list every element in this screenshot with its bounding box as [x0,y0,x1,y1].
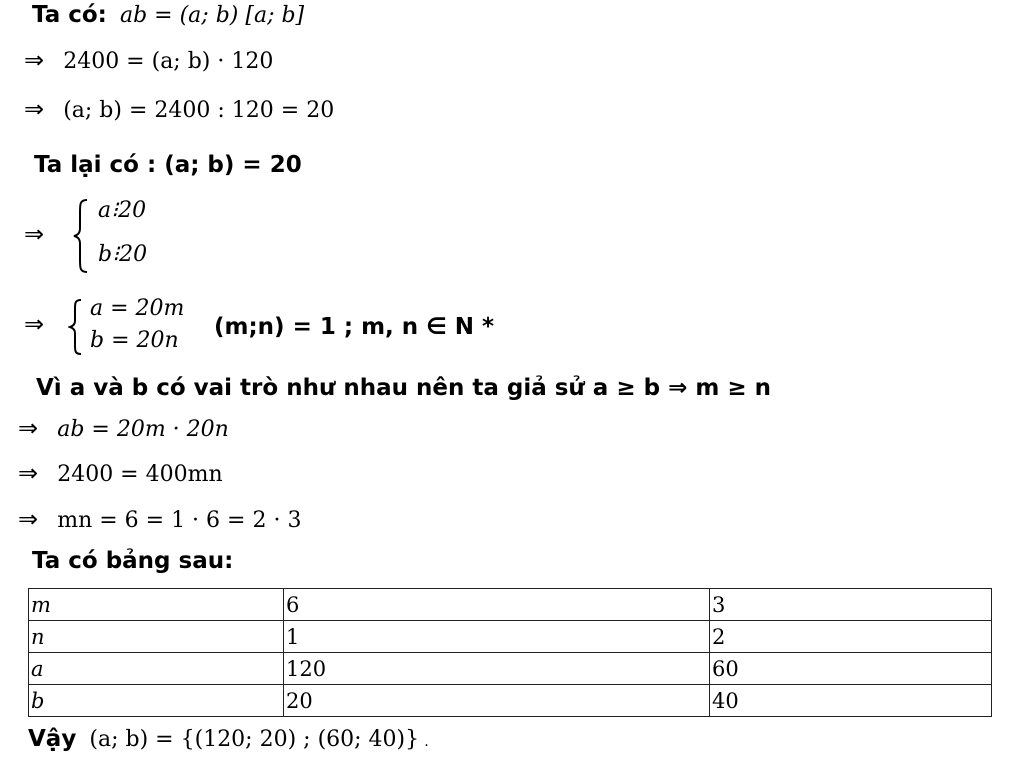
left-brace-icon [72,198,90,274]
line-8 [18,459,223,487]
implies-icon: ⇒ [24,46,45,74]
table-cell-var: n [29,621,284,653]
final-period: . [424,734,429,750]
table-cell-var: b [29,685,284,717]
line-assumption: Vì a và b có vai trò như nhau nên ta giả sử a ≥ b ⇒ m ≥ n [36,375,771,401]
conclusion-line [28,726,429,752]
table-cell-v1: 1 [284,621,710,653]
table-cell-v1: 120 [284,653,710,685]
table-row [29,653,992,685]
math-final-answer: (a; b) = {(120; 20) ; (60; 40)} [89,727,420,752]
line-2 [24,46,273,74]
implies-icon: ⇒ [18,505,39,533]
line-7 [18,414,229,442]
implies-icon: ⇒ [24,220,45,248]
math-mn-factors: mn = 6 = 1 · 6 = 2 · 3 [57,508,302,533]
line-4: Ta lại có : (a; b) = 20 [34,152,302,178]
table-cell-var: a [29,653,284,685]
math-2400-400mn: 2400 = 400mn [57,462,223,487]
table-cell-v1: 6 [284,589,710,621]
label-ta-co: Ta có: [32,2,107,28]
line-3 [24,95,334,123]
table-heading: Ta có bảng sau: [32,548,234,574]
system-divisibility [24,196,224,276]
line-9 [18,505,301,533]
math-gcd-result: (a; b) = 2400 : 120 = 20 [63,98,335,123]
system-row-b-eq: b = 20n [90,328,179,353]
table-row [29,685,992,717]
implies-icon: ⇒ [24,95,45,123]
math-ab-product: ab = 20m · 20n [57,417,229,442]
label-vay: Vậy [28,726,77,752]
line-1 [32,2,304,28]
system-row-b: b⁝20 [98,242,148,267]
system-substitution [24,296,624,358]
implies-icon: ⇒ [18,414,39,442]
table-cell-var: m [29,589,284,621]
left-brace-icon [68,298,84,356]
math-2400-equation: 2400 = (a; b) · 120 [63,49,274,74]
system-row-a-eq: a = 20m [90,296,185,321]
table-cell-v2: 2 [710,621,992,653]
table-row [29,589,992,621]
system-row-a: a⁝20 [98,198,147,223]
table-cell-v2: 60 [710,653,992,685]
table-cell-v1: 20 [284,685,710,717]
math-ab-equation: ab = (a; b) [a; b] [119,3,305,28]
table-cell-v2: 3 [710,589,992,621]
coprime-condition: (m;n) = 1 ; m, n ∈ N * [214,314,495,340]
implies-icon: ⇒ [18,459,39,487]
values-table [28,588,992,717]
table-row [29,621,992,653]
table-cell-v2: 40 [710,685,992,717]
implies-icon: ⇒ [24,310,45,338]
